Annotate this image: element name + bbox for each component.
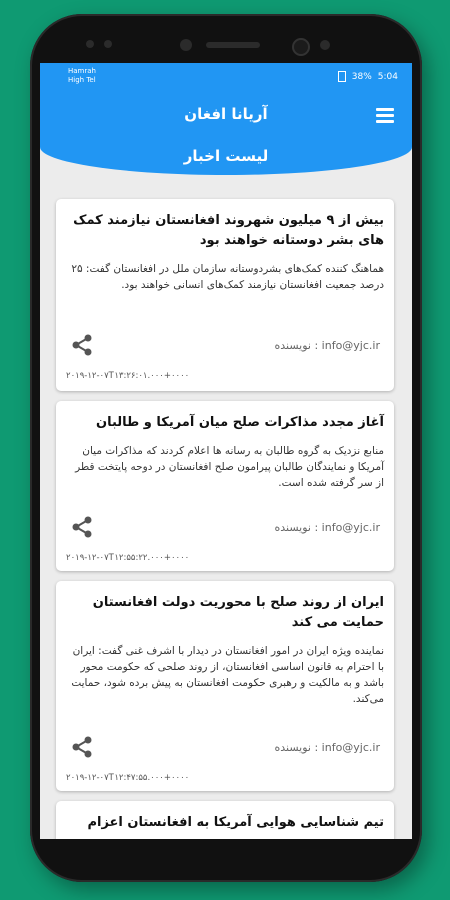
news-card[interactable] xyxy=(56,801,394,839)
news-card[interactable] xyxy=(56,401,394,571)
news-date: ۲۰۱۹-۱۲-۰۷T۱۳:۲۶:۰۱.۰۰۰+۰۰۰۰ xyxy=(66,371,190,381)
news-summary: منابع نزدیک به گروه طالبان به رسانه ها اعلام کردند که مذاکرات میان آمریکا و نمایندگان طالبان پیرامون صلح افغانستان در دوحه پایتخت قطر از سر گرفته شده است. xyxy=(75,445,384,489)
battery-level: 38% xyxy=(351,71,372,82)
carrier-1: Hamrah xyxy=(68,67,96,75)
news-title[interactable]: ایران از روند صلح با محوریت دولت افغانستان حمایت می کند xyxy=(92,595,384,630)
status-bar xyxy=(40,63,412,89)
news-author: نویسنده : info@yjc.ir xyxy=(274,741,380,754)
news-title[interactable]: بیش از ۹ میلیون شهروند افغانستان نیازمند کمک های بشر دوستانه خواهند بود xyxy=(73,213,384,248)
news-card[interactable] xyxy=(56,581,394,791)
news-footer xyxy=(56,515,394,541)
app-title: آریانا افغان xyxy=(184,105,268,123)
share-icon[interactable] xyxy=(70,333,94,357)
news-author: نویسنده : info@yjc.ir xyxy=(274,521,380,534)
news-footer xyxy=(56,333,394,359)
news-footer xyxy=(56,735,394,761)
hamburger-menu-icon[interactable] xyxy=(376,108,394,124)
phone-top-sensors xyxy=(30,36,422,56)
page-title: لیست اخبار xyxy=(183,147,269,165)
clock: 5:04 xyxy=(377,71,398,82)
news-author: نویسنده : info@yjc.ir xyxy=(274,339,380,352)
carrier-info xyxy=(68,67,96,85)
app-header xyxy=(40,89,412,175)
carrier-2: High Tel xyxy=(68,76,96,84)
battery-icon xyxy=(338,71,346,82)
news-title[interactable]: تیم شناسایی هوایی آمریکا به افغانستان اعزام xyxy=(87,815,384,830)
news-card[interactable] xyxy=(56,199,394,391)
news-date: ۲۰۱۹-۱۲-۰۷T۱۲:۴۷:۵۵.۰۰۰+۰۰۰۰ xyxy=(66,773,190,783)
news-summary: نماینده ویژه ایران در امور افغانستان در دیدار با اشرف غنی گفت: ایران با احترام به قانون اساسی افغانستان، از روند صلحی که حکومت محور باشد و به مالکیت و رهبری حکومت افغانستان به پیش برده شود، حمایت می‌کند. xyxy=(71,645,384,705)
share-icon[interactable] xyxy=(70,735,94,759)
news-title[interactable]: آغاز مجدد مذاکرات صلح میان آمریکا و طالبان xyxy=(95,415,384,430)
share-icon[interactable] xyxy=(70,515,94,539)
news-date: ۲۰۱۹-۱۲-۰۷T۱۲:۵۵:۲۲.۰۰۰+۰۰۰۰ xyxy=(66,553,190,563)
app-screen xyxy=(40,63,412,839)
news-summary: هماهنگ کننده کمک‌های بشردوستانه سازمان ملل در افغانستان گفت: ۲۵ درصد جمعیت افغانستان نیازمند کمک‌های انسانی خواهند بود. xyxy=(71,263,384,291)
status-icons xyxy=(338,71,398,82)
